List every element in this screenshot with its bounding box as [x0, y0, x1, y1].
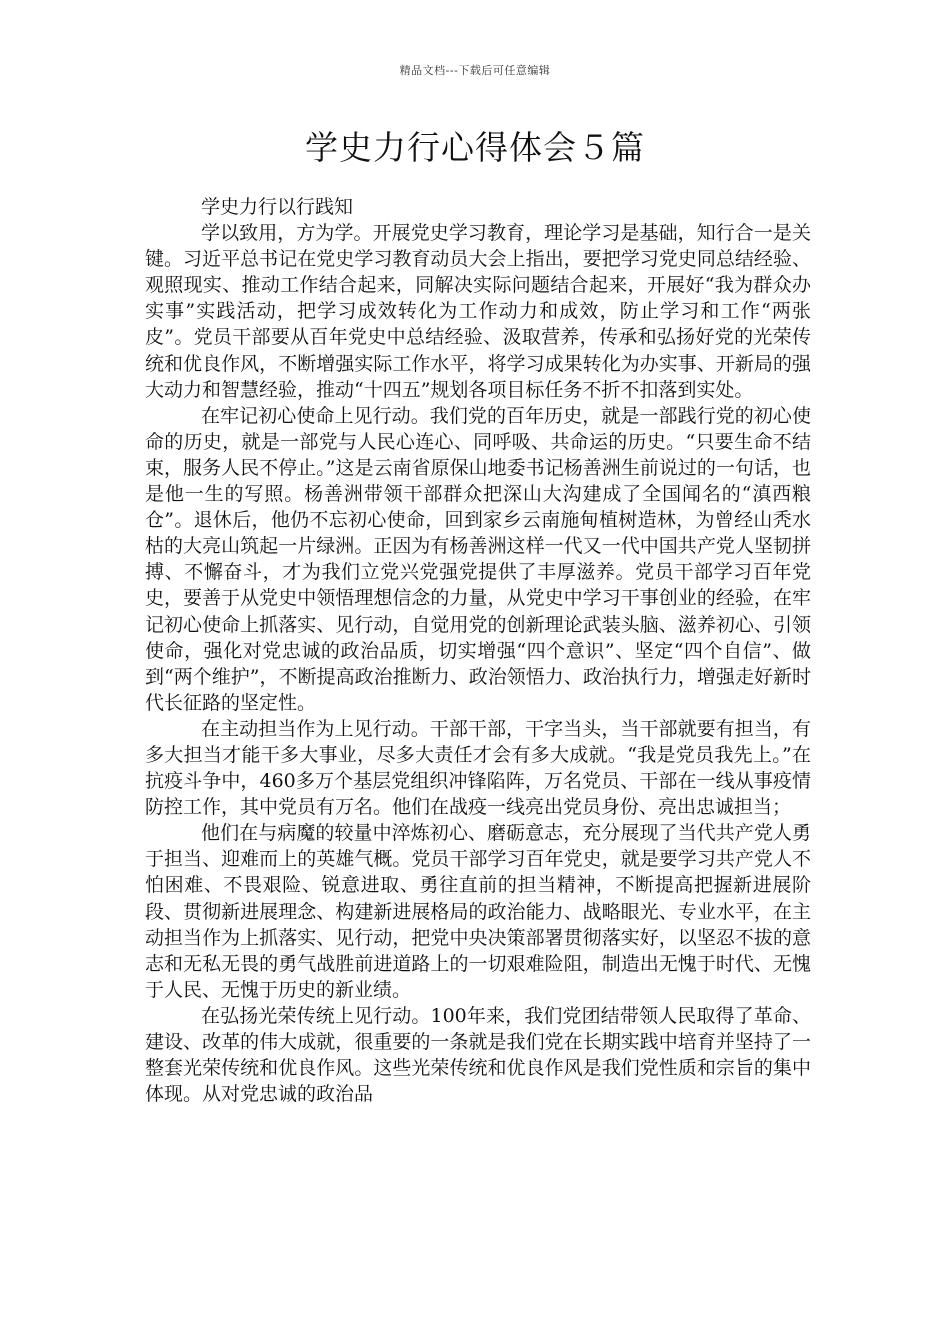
paragraph: 在牢记初心使命上见行动。我们党的百年历史，就是一部践行党的初心使命的历史，就是一部党与人民心连心、同呼吸、共命运的历史。“只要生命不结束，服务人民不停止。”这是云南省原保山地委书记杨善洲生前说过的一句话，也是他一生的写照。杨善洲带领干部群众把深山大沟建成了全国闻名的“滇西粮仓”。退休后，他仍不忘初心使命，回到家乡云南施甸植树造林，为曾经山秃水枯的大亮山筑起一片绿洲。正因为有杨善洲这样一代又一代中国共产党人坚韧拼搏、不懈奋斗，才为我们立党兴党强党提供了丰厚滋养。党员干部学习百年党史，要善于从党史中领悟理想信念的力量，从党史中学习干事创业的经验，在牢记初心使命上抓落实、见行动，自觉用党的创新理论武装头脑、滋养初心、引领使命，强化对党忠诚的政治品质，切实增强“四个意识”、坚定“四个自信”、做到“两个维护”，不断提高政治推断力、政治领悟力、政治执行力，增强走好新时代长征路的坚定性。: [145, 404, 811, 714]
page-header-note: 精品文档---下载后可任意编辑: [399, 64, 551, 77]
document-title: 学史力行心得体会５篇: [305, 128, 645, 167]
paragraph: 他们在与病魔的较量中淬炼初心、磨砺意志，充分展现了当代共产党人勇于担当、迎难而上的英雄气概。党员干部学习百年党史，就是要学习共产党人不怕困难、不畏艰险、锐意进取、勇往直前的担当精神，不断提高把握新进展阶段、贯彻新进展理念、构建新进展格局的政治能力、战略眼光、专业水平，在主动担当作为上抓落实、见行动，把党中央决策部署贯彻落实好，以坚忍不拔的意志和无私无畏的勇气战胜前进道路上的一切艰难险阻，制造出无愧于时代、无愧于人民、无愧于历史的新业绩。: [145, 822, 811, 1001]
document-body: [145, 194, 811, 1107]
paragraph: 在弘扬光荣传统上见行动。100年来，我们党团结带领人民取得了革命、建设、改革的伟大成就，很重要的一条就是我们党在长期实践中培育并坚持了一整套光荣传统和优良作风。这些光荣传统和优良作风是我们党性质和宗旨的集中体现。从对党忠诚的政治品: [145, 1004, 811, 1106]
paragraph: 在主动担当作为上见行动。干部干部，干字当头，当干部就要有担当，有多大担当才能干多大事业，尽多大责任才会有多大成就。“我是党员我先上。”在抗疫斗争中，460多万个基层党组织冲锋陷阵，万名党员、干部在一线从事疫情防控工作，其中党员有万名。他们在战疫一线亮出党员身份、亮出忠诚担当；: [145, 717, 811, 819]
section-subtitle: 学史力行以行践知: [201, 196, 354, 218]
paragraph: 学以致用，方为学。开展党史学习教育，理论学习是基础，知行合一是关键。习近平总书记在党史学习教育动员大会上指出，要把学习党史同总结经验、观照现实、推动工作结合起来，同解决实际问题结合起来，开展好“我为群众办实事”实践活动，把学习成效转化为工作动力和成效，防止学习和工作“两张皮”。党员干部要从百年党史中总结经验、汲取营养，传承和弘扬好党的光荣传统和优良作风，不断增强实际工作水平，将学习成果转化为办实事、开新局的强大动力和智慧经验，推动“十四五”规划各项目标任务不折不扣落到实处。: [145, 222, 811, 401]
